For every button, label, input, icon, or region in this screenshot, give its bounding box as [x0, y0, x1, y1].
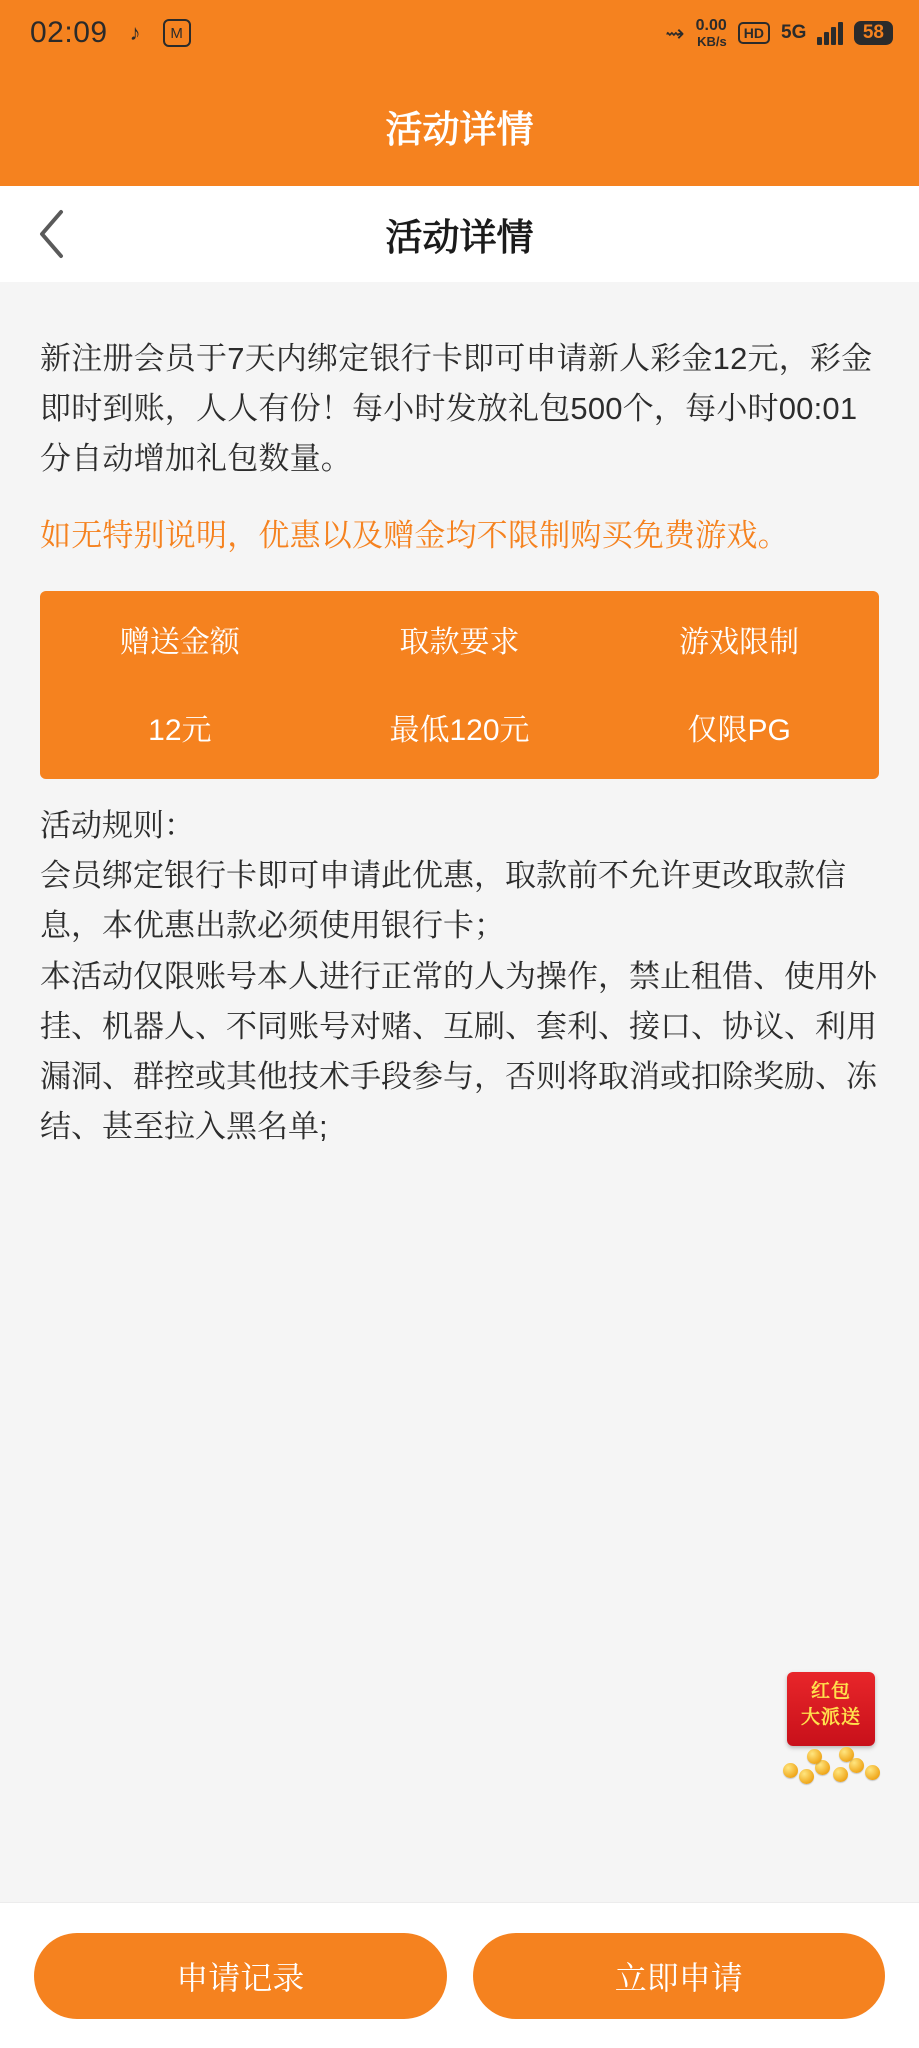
- coins-icon: [779, 1736, 883, 1784]
- page-title: 活动详情: [385, 217, 534, 258]
- status-clock: 02:09: [30, 16, 108, 49]
- promo-rules-title: 活动规则：: [40, 807, 195, 843]
- hd-icon: HD: [738, 22, 770, 44]
- network-speed-value: 0.00: [695, 16, 727, 34]
- promo-table-row: [40, 705, 879, 749]
- network-type-label: 5G: [781, 22, 807, 43]
- chevron-left-icon: [37, 208, 67, 260]
- signal-bars-icon: [817, 21, 843, 45]
- status-bar: [0, 0, 919, 66]
- promo-table-header-row: [40, 617, 879, 661]
- page-header: [0, 186, 919, 282]
- red-packet-line2: 大派送: [800, 1707, 861, 1728]
- app-title-text: 活动详情: [385, 109, 534, 150]
- red-packet-line1: 红包: [810, 1681, 851, 1702]
- promo-rule-item: 本活动仅限账号本人进行正常的人为操作，禁止租借、使用外挂、机器人、不同账号对赌、互刷、套利、接口、协议、利用漏洞、群控或其他技术手段参与，否则将取消或扣除奖励、冻结、甚至拉入黑名单;: [40, 958, 877, 1145]
- red-packet-card-icon: [787, 1672, 875, 1746]
- promo-table-header-cell: 赠送金额: [119, 625, 240, 659]
- network-speed: [696, 18, 727, 48]
- apply-now-button[interactable]: 立即申请: [473, 1933, 886, 2019]
- promo-intro-text: 新注册会员于7天内绑定银行卡即可申请新人彩金12元，彩金即时到账，人人有份！每小时发放礼包500个，每小时00:01分自动增加礼包数量。: [40, 341, 873, 477]
- content-area: [0, 282, 919, 1902]
- promo-table-cell: 最低120元: [389, 713, 530, 747]
- status-bar-right: [665, 18, 893, 48]
- bottom-action-bar: [0, 1902, 919, 2048]
- promo-note-text: 如无特别说明，优惠以及赠金均不限制购买免费游戏。: [40, 517, 789, 553]
- promo-rule-item: 会员绑定银行卡即可申请此优惠，取款前不允许更改取款信息，本优惠出款必须使用银行卡；: [40, 858, 846, 944]
- bluetooth-icon: ⇝: [665, 19, 685, 46]
- application-records-button[interactable]: 申请记录: [34, 1933, 447, 2019]
- red-packet-badge[interactable]: [779, 1672, 883, 1784]
- status-bar-left: [30, 16, 191, 50]
- app-title-bar: [0, 66, 919, 186]
- battery-level: 58: [854, 21, 893, 45]
- promo-table-cell: 12元: [148, 713, 212, 747]
- back-button[interactable]: [20, 186, 84, 282]
- network-speed-unit: KB/s: [697, 33, 727, 49]
- promo-rules: [40, 801, 879, 1153]
- promo-table-header-cell: 取款要求: [399, 625, 520, 659]
- promo-table: [40, 591, 879, 779]
- promo-table-header-cell: 游戏限制: [679, 625, 800, 659]
- tiktok-icon: ♪: [129, 20, 141, 45]
- app-badge-icon: M: [163, 19, 191, 47]
- promo-table-cell: 仅限PG: [687, 713, 791, 747]
